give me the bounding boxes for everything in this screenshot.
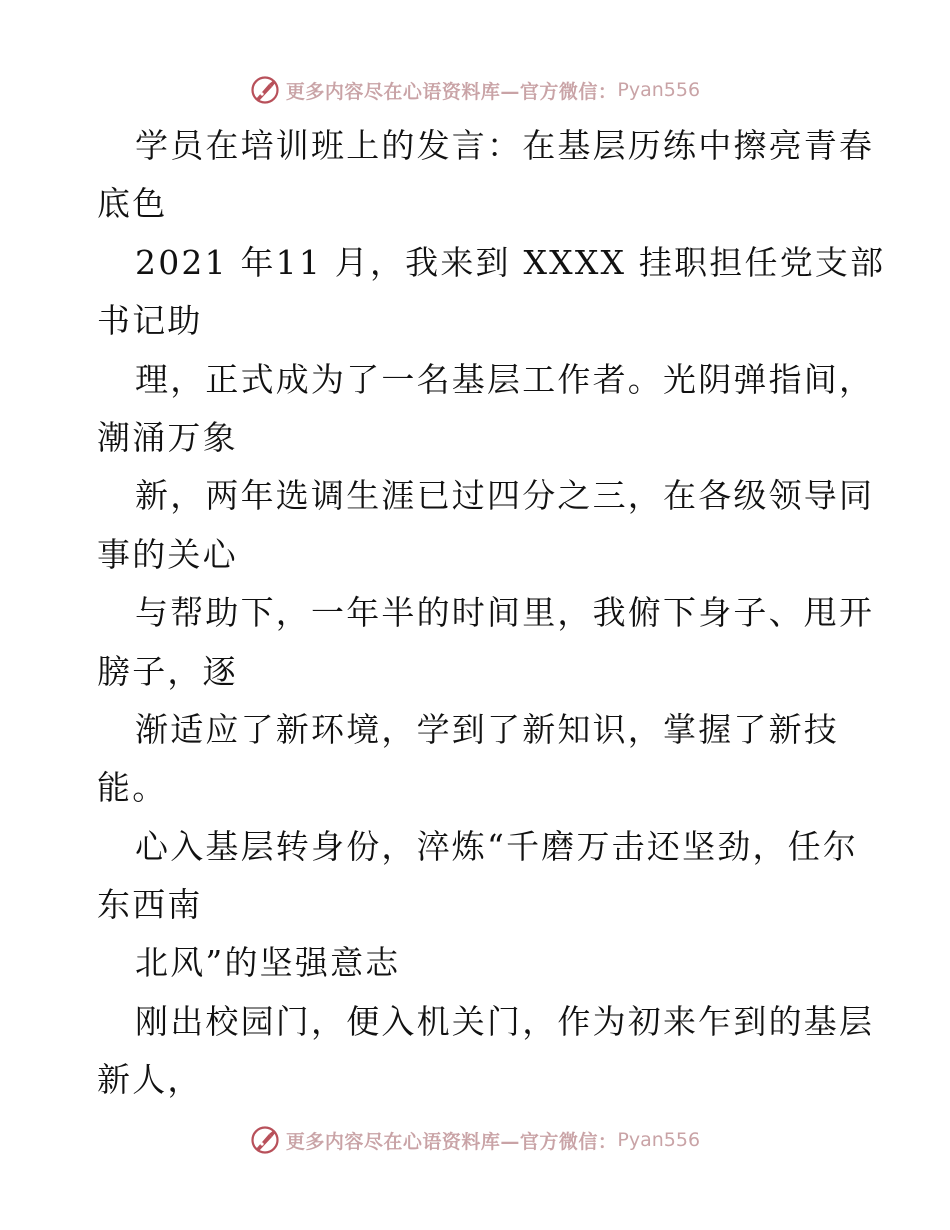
paragraph-line: 新，两年选调生涯已过四分之三，在各级领导同 [135,476,875,516]
title-line-1: 学员在培训班上的发言：在基层历练中擦亮青春 [135,126,875,165]
watermark-text: 更多内容尽在心语资料库—官方微信： [285,80,618,103]
footer-watermark [0,1120,950,1160]
paragraph-line: 潮涌万象 [97,417,238,457]
paragraph-line: 事的关心 [97,534,238,574]
watermark-account: Pyan556 [617,1129,701,1151]
title-line-2: 底色 [97,184,168,224]
paragraph-line: 刚出校园门，便入机关门，作为初来乍到的基层 [135,1001,875,1041]
fountain-pen-logo-icon [250,75,280,105]
watermark-account: Pyan556 [617,79,701,101]
section-heading-line: 北风”的坚强意志 [135,943,401,983]
header-watermark [0,70,950,110]
paragraph-line: 理，正式成为了一名基层工作者。光阴弹指间， [135,359,875,399]
paragraph-line: 2021 年11 月，我来到 XXXX 挂职担任党支部 [135,242,886,282]
paragraph-line: 能。 [97,768,168,808]
section-heading-line: 心入基层转身份，淬炼“千磨万击还坚劲，任尔 [135,826,859,866]
paragraph-line: 书记助 [97,301,203,341]
section-heading-line: 东西南 [97,885,203,925]
paragraph-line: 膀子，逐 [97,651,238,691]
paragraph-line: 新人， [97,1060,203,1100]
document-body [97,117,886,1110]
watermark-text: 更多内容尽在心语资料库—官方微信： [285,1130,618,1153]
paragraph-line: 与帮助下，一年半的时间里，我俯下身子、甩开 [135,593,875,633]
fountain-pen-logo-icon [250,1125,280,1155]
paragraph-line: 渐适应了新环境，学到了新知识，掌握了新技 [135,709,839,749]
